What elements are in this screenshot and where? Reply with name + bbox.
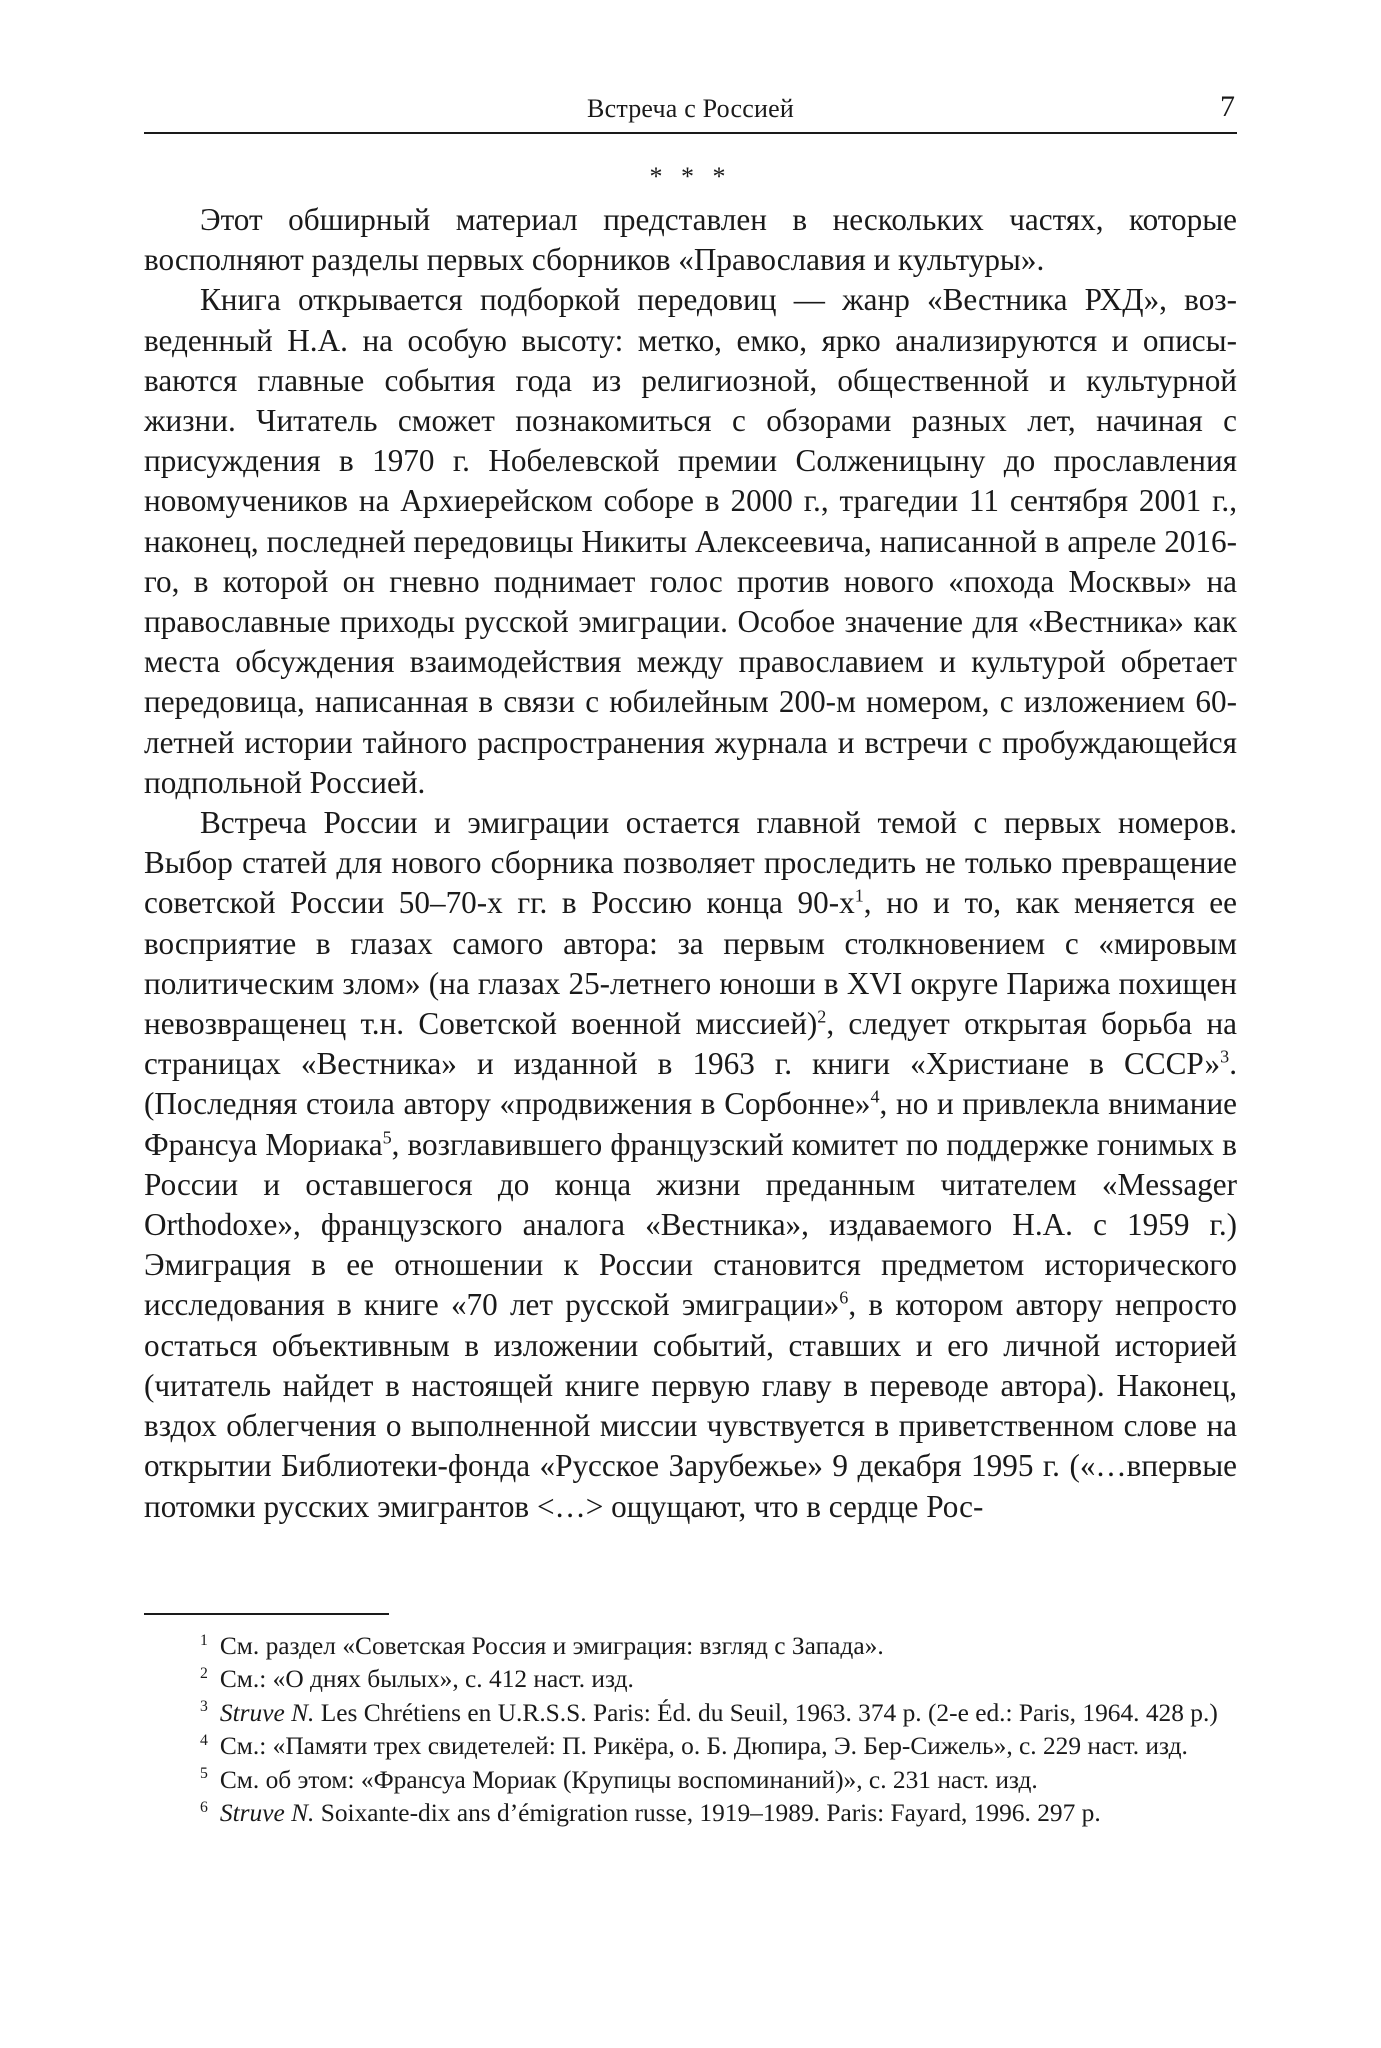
footnote-ref-1[interactable]: 1	[854, 886, 864, 907]
main-text	[144, 200, 1237, 1527]
paragraph-3-text: , следует открытая борьба на страницах «Вестника» и изданной в 1963 г. книги «Христиане в СССР»	[144, 1006, 1237, 1082]
paragraph-3-text: , но и привлекла внимание Франсуа Мориака	[144, 1086, 1237, 1162]
footnote-number: 2	[200, 1664, 208, 1682]
paragraph-3-text: Встреча России и эмиграции остается главной темой с первых номеров. Выбор статей для нового сборника позволяет проследить не только превращение советской России 50–70-х гг. в Россию конца 90-х	[144, 805, 1237, 921]
footnote-5	[144, 1764, 1237, 1797]
footnote-number: 6	[200, 1798, 208, 1816]
footnote-divider	[144, 1613, 389, 1615]
footnote-text: Soixante-dix ans d’émigration russe, 1919–1989. Paris: Fayard, 1996. 297 p.	[314, 1799, 1101, 1828]
paragraph-3-text: , но и то, как меняется ее восприятие в глазах самого автора: за первым столкновением с «мировым политическим злом» (на глазах 25-летнего юноши в XVI округе Парижа похищен невозвращенец т.н. Советской военной миссией)	[144, 885, 1237, 1042]
footnote-text: См. раздел «Советская Россия и эмиграция: взгляд с Запада».	[219, 1632, 884, 1660]
footnote-number: 5	[200, 1765, 208, 1783]
footnote-ref-4[interactable]: 4	[870, 1087, 880, 1108]
footnote-text: См. об этом: «Франсуа Мориак (Крупицы воспоминаний)», с. 231 наст. изд.	[219, 1765, 1038, 1794]
footnotes	[144, 1630, 1237, 1830]
footnote-6	[144, 1797, 1237, 1830]
footnote-author: Struve N.	[219, 1698, 315, 1727]
footnote-ref-5[interactable]: 5	[382, 1127, 392, 1148]
footnote-author: Struve N.	[219, 1799, 315, 1828]
footnote-3	[144, 1697, 1237, 1730]
footnote-ref-6[interactable]: 6	[839, 1288, 849, 1309]
footnote-text: См.: «Памяти трех свидетелей: П. Рикёра, о. Б. Дюпира, Э. Бер-Сижель», с. 229 наст. изд.	[219, 1732, 1188, 1761]
footnote-ref-3[interactable]: 3	[1220, 1046, 1230, 1067]
footnote-ref-2[interactable]: 2	[817, 1006, 827, 1027]
running-head	[144, 88, 1237, 134]
footnote-4	[144, 1730, 1237, 1763]
footnote-number: 1	[200, 1631, 208, 1649]
running-title: Встреча с Россией	[587, 94, 794, 123]
footnote-1	[144, 1630, 1237, 1663]
book-page	[144, 0, 1237, 2048]
footnote-text: Les Chrétiens en U.R.S.S. Paris: Éd. du Seuil, 1963. 374 p. (2-e ed.: Paris, 1964. 428 p.)	[314, 1698, 1218, 1727]
paragraph-3	[144, 803, 1237, 1527]
paragraph-3-text: , возглавившего французский комитет по поддержке гонимых в России и оставшегося до конца жизни преданным читателем «Messager Orthodoxe», французского аналога «Вестника», издаваемого Н.А. с 1959 г.) Эмиграция в ее отношении к России становится предметом исторического исследования в книге «70 лет русской эмиграции»	[144, 1126, 1237, 1323]
footnote-number: 4	[200, 1731, 208, 1749]
footnote-text: См.: «О днях былых», с. 412 наст. изд.	[219, 1665, 634, 1694]
footnote-2	[144, 1663, 1237, 1696]
paragraph-3-text: . (Последняя стоила автору «продвижения в Сорбонне»	[144, 1046, 1237, 1122]
paragraph-1: Этот обширный материал представлен в нескольких частях, которые восполняют разделы первых сборников «Православия и культуры».	[144, 202, 1237, 278]
paragraph-2: Книга открывается подборкой передовиц — жанр «Вестника РХД», возведенный Н.А. на особую высоту: метко, емко, ярко анализируются и описываются главные события года из религиозной, общественной и культурной жизни. Читатель сможет познакомиться с обзорами разных лет, начиная с присуждения в 1970 г. Нобелевской премии Солженицыну до прославления новомучеников на Архиерейском соборе в 2000 г., трагедии 11 сентября 2001 г., наконец, последней передовицы Никиты Алексеевича, написанной в апреле 2016-го, в которой он гневно поднимает голос против нового «похода Москвы» на православные приходы русской эмиграции. Особое значение для «Вестника» как места обсуждения взаимодействия между православием и культурой обретает передовица, написанная в связи с юбилейным 200-м номером, с изложением 60-летней истории тайного распространения журнала и встречи с пробуждающейся подпольной Россией.	[144, 282, 1237, 800]
footnote-number: 3	[200, 1698, 208, 1716]
page-number: 7	[1220, 90, 1235, 123]
section-separator: * * *	[649, 162, 732, 191]
paragraph-3-text: , в котором автору непросто остаться объективным в изложении событий, ставших и его личной историей (читатель найдет в настоящей книге первую главу в переводе автора). Наконец, вздох облегчения о выполненной миссии чувствуется в приветственном слове на открытии Библиотеки-фонда «Русское Зарубежье» 9 декабря 1995 г. («…впервые потомки русских эмигрантов <…> ощущают, что в сердце Рос-	[144, 1287, 1237, 1524]
